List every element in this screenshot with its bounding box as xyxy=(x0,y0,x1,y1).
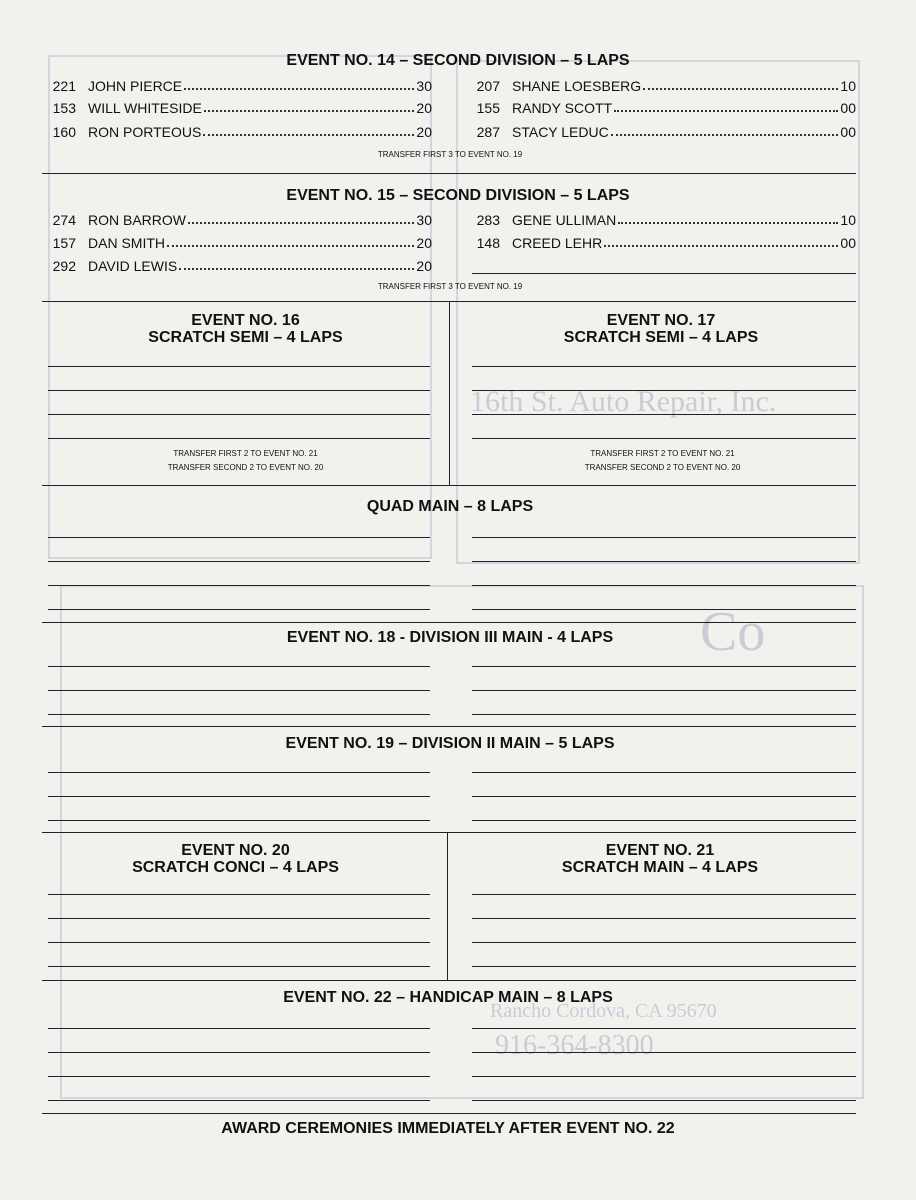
event-21-number: EVENT NO. 21 xyxy=(605,842,715,859)
quad-main-title: QUAD MAIN – 8 LAPS xyxy=(366,498,534,515)
blank-entry-line xyxy=(48,918,430,919)
divider-line xyxy=(42,173,856,174)
event-14-transfer-note: TRANSFER FIRST 3 TO EVENT NO. 19 xyxy=(377,150,523,159)
transfer-note: TRANSFER SECOND 2 TO EVENT NO. 20 xyxy=(584,463,741,472)
blank-entry-line xyxy=(48,561,430,562)
blank-entry-line xyxy=(472,537,856,538)
entry-name: WILL WHITESIDE xyxy=(88,100,202,116)
leader-dots xyxy=(618,211,838,224)
entry-name: SHANE LOESBERG xyxy=(512,78,642,94)
event-22-title: EVENT NO. 22 – HANDICAP MAIN – 8 LAPS xyxy=(283,989,613,1006)
blank-entry-line xyxy=(472,918,856,919)
blank-entry-line xyxy=(472,714,856,715)
blank-entry-line xyxy=(48,966,430,967)
transfer-note: TRANSFER FIRST 2 TO EVENT NO. 21 xyxy=(590,449,735,458)
blank-entry-line xyxy=(48,1028,430,1029)
entry-points: 30 xyxy=(416,212,432,228)
divider-line xyxy=(42,485,856,486)
event-17-title xyxy=(460,312,862,346)
entry-points: 10 xyxy=(840,78,856,94)
entry-number: 157 xyxy=(52,235,76,251)
entry-name: CREED LEHR xyxy=(512,235,603,251)
event-15-transfer-note: TRANSFER FIRST 3 TO EVENT NO. 19 xyxy=(377,282,523,291)
entry-points: 30 xyxy=(416,78,432,94)
entry-number: 155 xyxy=(476,100,500,116)
event-18-title: EVENT NO. 18 - DIVISION III MAIN - 4 LAPS xyxy=(286,629,614,646)
blank-entry-line xyxy=(472,820,856,821)
blank-entry-line xyxy=(48,1052,430,1053)
entry-points: 20 xyxy=(416,235,432,251)
leader-dots xyxy=(611,123,839,136)
column-divider xyxy=(447,832,448,980)
entry-row xyxy=(36,123,432,141)
blank-entry-line xyxy=(472,1052,856,1053)
event-19-title: EVENT NO. 19 – DIVISION II MAIN – 5 LAPS xyxy=(285,735,615,752)
divider-line xyxy=(42,622,856,623)
entry-number: 153 xyxy=(52,100,76,116)
entry-number: 148 xyxy=(476,235,500,251)
show-through-text: 16th St. Auto Repair, Inc. xyxy=(470,385,777,418)
blank-entry-line xyxy=(48,609,430,610)
event-20-number: EVENT NO. 20 xyxy=(181,842,290,859)
entry-number: 283 xyxy=(476,212,500,228)
event-14-title: EVENT NO. 14 – SECOND DIVISION – 5 LAPS xyxy=(286,52,630,69)
leader-dots xyxy=(614,99,838,112)
blank-entry-line xyxy=(472,966,856,967)
transfer-note: TRANSFER FIRST 2 TO EVENT NO. 21 xyxy=(173,449,318,458)
event-17-transfer-notes xyxy=(460,447,865,475)
event-16-name: SCRATCH SEMI – 4 LAPS xyxy=(148,329,343,346)
blank-entry-line xyxy=(472,561,856,562)
event-16-transfer-notes xyxy=(42,447,449,475)
entry-row xyxy=(36,211,432,229)
blank-entry-line xyxy=(472,690,856,691)
divider-line xyxy=(42,832,856,833)
entry-row xyxy=(460,99,856,117)
entry-row xyxy=(460,77,856,95)
blank-entry-line xyxy=(48,1100,430,1101)
blank-entry-line xyxy=(48,438,430,439)
entry-row xyxy=(36,234,432,252)
blank-entry-line xyxy=(472,1076,856,1077)
entry-name: DAVID LEWIS xyxy=(88,258,178,274)
divider-line xyxy=(42,1113,856,1114)
event-21-name: SCRATCH MAIN – 4 LAPS xyxy=(561,859,759,876)
entry-points: 20 xyxy=(416,100,432,116)
blank-entry-line xyxy=(48,666,430,667)
leader-dots xyxy=(188,211,414,224)
blank-entry-line xyxy=(472,942,856,943)
blank-entry-line xyxy=(48,820,430,821)
blank-entry-line xyxy=(48,537,430,538)
blank-entry-line xyxy=(472,1028,856,1029)
divider-line xyxy=(42,980,856,981)
leader-dots xyxy=(179,257,414,270)
entry-points: 00 xyxy=(840,235,856,251)
entry-name: RANDY SCOTT xyxy=(512,100,613,116)
entry-number: 274 xyxy=(52,212,76,228)
event-17-number: EVENT NO. 17 xyxy=(606,312,716,329)
event-20-name: SCRATCH CONCI – 4 LAPS xyxy=(132,859,339,876)
entry-name: GENE ULLIMAN xyxy=(512,212,617,228)
event-15-title: EVENT NO. 15 – SECOND DIVISION – 5 LAPS xyxy=(286,187,630,204)
blank-entry-line xyxy=(48,714,430,715)
entry-points: 20 xyxy=(416,258,432,274)
event-20-title xyxy=(32,842,439,876)
entry-name: RON BARROW xyxy=(88,212,186,228)
blank-entry-line xyxy=(48,796,430,797)
leader-dots xyxy=(604,234,838,247)
entry-row xyxy=(460,123,856,141)
show-through-text: 916-364-8300 xyxy=(495,1030,654,1061)
blank-entry-line xyxy=(472,666,856,667)
event-16-number: EVENT NO. 16 xyxy=(191,312,300,329)
show-through-text: Co xyxy=(700,601,766,663)
blank-entry-line xyxy=(48,772,430,773)
blank-entry-line xyxy=(472,390,856,391)
entry-number: 292 xyxy=(52,258,76,274)
blank-entry-line xyxy=(48,690,430,691)
blank-entry-line xyxy=(48,894,430,895)
blank-entry-line xyxy=(472,438,856,439)
award-ceremonies-footer: AWARD CEREMONIES IMMEDIATELY AFTER EVENT NO. 22 xyxy=(221,1120,675,1137)
blank-entry-line xyxy=(472,894,856,895)
entry-row xyxy=(36,257,432,275)
event-16-title xyxy=(42,312,449,346)
show-through-text: Rancho Cordova, CA 95670 xyxy=(490,1000,717,1022)
entry-points: 10 xyxy=(840,212,856,228)
blank-entry-line xyxy=(472,609,856,610)
blank-entry-line xyxy=(48,585,430,586)
blank-entry-line xyxy=(472,414,856,415)
event-21-title xyxy=(456,842,864,876)
blank-entry-line xyxy=(472,366,856,367)
entry-row xyxy=(460,211,856,229)
blank-entry-line xyxy=(472,273,856,274)
blank-entry-line xyxy=(48,390,430,391)
blank-entry-line xyxy=(472,585,856,586)
divider-line xyxy=(42,726,856,727)
entry-name: STACY LEDUC xyxy=(512,124,609,140)
transfer-note: TRANSFER SECOND 2 TO EVENT NO. 20 xyxy=(167,463,324,472)
leader-dots xyxy=(643,77,838,90)
entry-points: 00 xyxy=(840,124,856,140)
entry-points: 00 xyxy=(840,100,856,116)
blank-entry-line xyxy=(472,1100,856,1101)
entry-name: JOHN PIERCE xyxy=(88,78,183,94)
leader-dots xyxy=(204,99,415,112)
entry-number: 287 xyxy=(476,124,500,140)
leader-dots xyxy=(203,123,414,136)
entry-row xyxy=(36,99,432,117)
blank-entry-line xyxy=(48,414,430,415)
leader-dots xyxy=(167,234,414,247)
entry-row xyxy=(36,77,432,95)
leader-dots xyxy=(184,77,414,90)
event-17-name: SCRATCH SEMI – 4 LAPS xyxy=(563,329,759,346)
blank-entry-line xyxy=(472,772,856,773)
blank-entry-line xyxy=(48,366,430,367)
entry-number: 207 xyxy=(476,78,500,94)
entry-number: 221 xyxy=(52,78,76,94)
blank-entry-line xyxy=(48,1076,430,1077)
entry-points: 20 xyxy=(416,124,432,140)
column-divider xyxy=(449,301,450,485)
entry-name: DAN SMITH xyxy=(88,235,165,251)
entry-number: 160 xyxy=(52,124,76,140)
blank-entry-line xyxy=(472,796,856,797)
entry-row xyxy=(460,234,856,252)
entry-name: RON PORTEOUS xyxy=(88,124,202,140)
blank-entry-line xyxy=(48,942,430,943)
